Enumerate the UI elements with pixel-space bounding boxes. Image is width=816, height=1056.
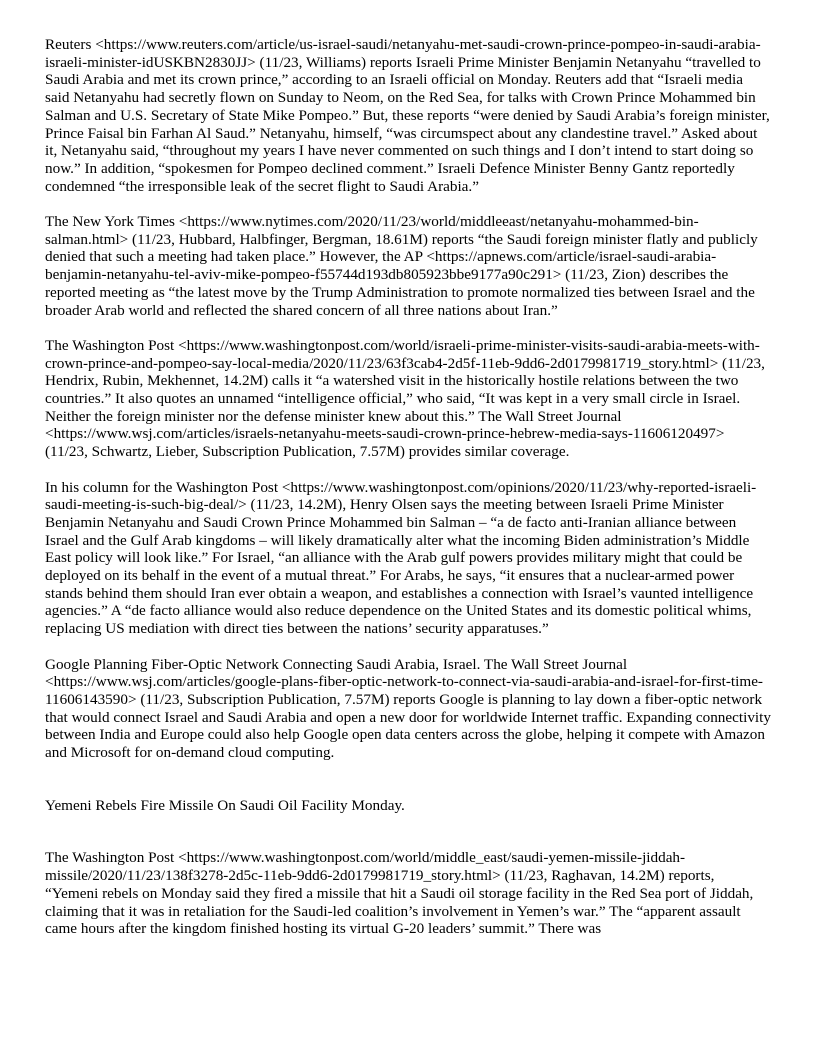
paragraph-olsen-column: In his column for the Washington Post <https://www.washingtonpost.com/opinions/2020/11/23/why-reported-israeli-saudi-meeting-is-such-big-deal/> (11/23, 14.2M), Henry Olsen says the meeting between Israeli Prime Minister Benjamin Netanyahu and Saudi Crown Prince Mohammed bin Salman – “a de facto anti-Iranian alliance between Israel and the Gulf Arab kingdoms – will likely dramatically alter what the incoming Biden administration’s Middle East policy will look like.” For Israel, “an alliance with the Arab gulf powers provides military might that could be deployed on its behalf in the event of a mutual threat.” For Arabs, he says, “it ensures that a nuclear-armed power stands behind them should Iran ever obtain a weapon, and establishes a connection with Israel’s vaunted intelligence agencies.” A “de facto alliance would also reduce dependence on the United States and its domestic political whims, replacing US mediation with direct ties between the nations’ security apparatuses.” [45,478,757,638]
paragraph-yemen-missile: The Washington Post <https://www.washingtonpost.com/world/middle_east/saudi-yemen-missile-jiddah-missile/2020/11/23/138f3278-2d5c-11eb-9dd6-2d0179981719_story.html> (11/23, Raghavan, 14.2M) reports, “Yemeni rebels on Monday said they fired a missile that hit a Saudi oil storage facility in the Red Sea port of Jiddah, claiming that it was in retaliation for the Saudi-led coalition’s involvement in Yemen’s war.” The “apparent assault came hours after the kingdom finished hosting its virtual G-20 leaders’ summit.” There was [45,849,754,938]
section-heading-yemen: Yemeni Rebels Fire Missile On Saudi Oil Facility Monday. [45,796,405,814]
paragraph-washington-post: The Washington Post <https://www.washingtonpost.com/world/israeli-prime-minister-visits-saudi-arabia-meets-with-crown-prince-and-pompeo-say-local-media/2020/11/23/63f3cab4-2d5f-11eb-9dd6-2d0179981719_story.html> (11/23, Hendrix, Rubin, Mekhennet, 14.2M) calls it “a watershed visit in the historically hostile relations between the two countries.” It also quotes an unnamed “intelligence official,” who said, “It was kept in a very small circle in Israel. Neither the foreign minister nor the defense minister knew about this.” The Wall Street Journal <https://www.wsj.com/articles/israels-netanyahu-meets-saudi-crown-prince-hebrew-media-says-11606120497> (11/23, Schwartz, Lieber, Subscription Publication, 7.57M) provides similar coverage. [45,336,765,461]
paragraph-nytimes: The New York Times <https://www.nytimes.com/2020/11/23/world/middleeast/netanyahu-mohammed-bin-salman.html> (11/23, Hubbard, Halbfinger, Bergman, 18.61M) reports “the Saudi foreign minister flatly and publicly denied that such a meeting had taken place.” However, the AP <https://apnews.com/article/israel-saudi-arabia-benjamin-netanyahu-tel-aviv-mike-pompeo-f55744d193db805923bbe9177a90c291> (11/23, Zion) describes the reported meeting as “the latest move by the Trump Administration to promote normalized ties between Israel and the broader Arab world and reflected the shared concern of all three nations about Iran.” [45,213,758,319]
paragraph-reuters: Reuters <https://www.reuters.com/article/us-israel-saudi/netanyahu-met-saudi-crown-prince-pompeo-in-saudi-arabia-israeli-minister-idUSKBN2830JJ> (11/23, Williams) reports Israeli Prime Minister Benjamin Netanyahu “travelled to Saudi Arabia and met its crown prince,” according to an Israeli official on Monday. Reuters add that “Israeli media said Netanyahu had secretly flown on Sunday to Neom, on the Red Sea, for talks with Crown Prince Mohammed bin Salman and U.S. Secretary of State Mike Pompeo.” But, these reports “were denied by Saudi Arabia’s foreign minister, Prince Faisal bin Farhan Al Saud.” Netanyahu, himself, “was circumspect about any clandestine travel.” Asked about it, Netanyahu said, “throughout my years I have never commented on such things and I don’t intend to start doing so now.” In addition, “spokesmen for Pompeo declined comment.” Israeli Defence Minister Benny Gantz reportedly condemned “the irresponsible leak of the secret flight to Saudi Arabia.” [45,36,770,195]
paragraph-google-fiber: Google Planning Fiber-Optic Network Connecting Saudi Arabia, Israel. The Wall Street Journal <https://www.wsj.com/articles/google-plans-fiber-optic-network-to-connect-via-saudi-arabia-and-israel-for-first-time-11606143590> (11/23, Subscription Publication, 7.57M) reports Google is planning to lay down a fiber-optic network that would connect Israel and Saudi Arabia and open a new door for worldwide Internet traffic. Expanding connectivity between India and Europe could also help Google open data centers across the globe, helping it compete with Amazon and Microsoft for on-demand cloud computing. [45,655,771,762]
